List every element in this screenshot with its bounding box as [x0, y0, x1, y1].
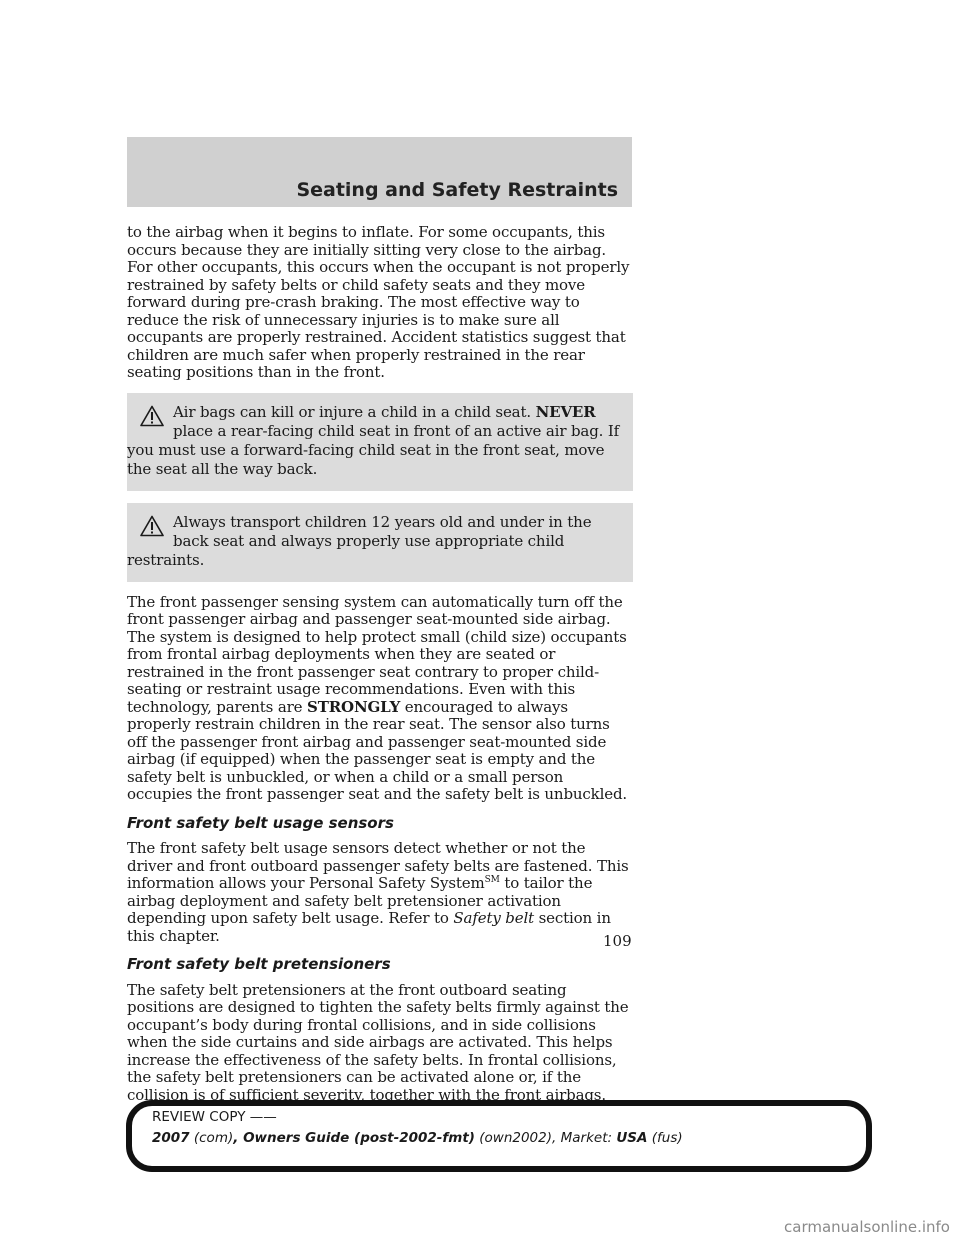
paragraph-text-middle: to tailor the airbag deployment and safety belt pretensioner activation depending upon safety belt usage. Refer to: [127, 874, 593, 927]
warning-triangle-icon: [127, 513, 173, 549]
section-title: Seating and Safety Restraints: [296, 179, 618, 201]
review-copy-label: REVIEW COPY ——: [152, 1109, 277, 1125]
metadata-code: (com): [189, 1130, 234, 1146]
page-number: 109: [603, 932, 632, 950]
warning-box-child-seat: [127, 393, 633, 491]
section-header-band: [127, 137, 632, 207]
emphasis-strongly: STRONGLY: [307, 697, 401, 716]
metadata-market: USA: [616, 1130, 648, 1146]
metadata-year: 2007: [152, 1130, 190, 1146]
heading-belt-usage-sensors: Front safety belt usage sensors: [127, 813, 394, 832]
warning-text: Always transport children 12 years old and under in the back seat and always properly use appropriate child restraints.: [127, 512, 592, 569]
metadata-guide: , Owners Guide (post-2002-fmt): [233, 1130, 475, 1146]
watermark-link[interactable]: carmanualsonline.info: [784, 1218, 950, 1236]
paragraph-passenger-sensing: [127, 594, 633, 804]
heading-belt-pretensioners: Front safety belt pretensioners: [127, 955, 391, 973]
paragraph-text-before: The front safety belt usage sensors detect whether or not the driver and front outboard passenger safety belts are fastened. This information allows your Personal Safety System: [127, 839, 629, 892]
warning-triangle-icon: [127, 403, 173, 439]
paragraph-belt-usage-sensors: [127, 840, 633, 945]
paragraph-text-before: The front passenger sensing system can automatically turn off the front passenger airbag and passenger seat-mounted side airbag. The system is designed to help protect small (child size) occupants from frontal airbag deployments when they are seated or restrained in the front passenger seat contrary to proper child-seating or restraint usage recommendations. Even with this technology, parents are: [127, 592, 627, 716]
paragraph-text-after: encouraged to always properly restrain children in the rear seat. The sensor also turns off the passenger front airbag and passenger seat-mounted side airbag (if equipped) when the passenger seat is empty and the safety belt is unbuckled, or when a child or a small person occupies the front passenger seat and the safety belt is unbuckled.: [127, 697, 628, 803]
warning-emphasis-never: NEVER: [535, 402, 596, 421]
warning-text-before: Air bags can kill or injure a child in a child seat.: [173, 402, 536, 421]
paragraph-intro: to the airbag when it begins to inflate. For some occupants, this occurs because they are initially sitting very close to the airbag. For other occupants, this occurs when the occupant is not properly restrained by safety belts or child safety seats and they move forward during pre-crash braking. The most effective way to reduce the risk of unnecessary injuries is to make sure all occupants are properly restrained. Accident statistics suggest that children are much safer when properly restrained in the rear seating positions than in the front.: [127, 223, 630, 381]
review-copy-box: [126, 1100, 872, 1172]
warning-text-after: place a rear-facing child seat in front of an active air bag. If you must use a forward-facing child seat in the front seat, move the seat all the way back.: [127, 421, 620, 478]
service-mark: SM: [484, 875, 500, 885]
cross-reference-safety-belt: Safety belt: [453, 909, 534, 927]
document-metadata-line: [152, 1130, 683, 1146]
paragraph-belt-pretensioners: The safety belt pretensioners at the front outboard seating positions are designed to tighten the safety belts firmly against the occupant’s body during frontal collisions, and in side collisions when the side curtains and side airbags are activated. This helps increase the effectiveness of the safety belts. In frontal collisions, the safety belt pretensioners can be activated alone or, if the collision is of sufficient severity, together with the front airbags.: [127, 980, 629, 1104]
warning-box-children-back-seat: [127, 503, 633, 582]
metadata-code: (fus): [647, 1130, 683, 1146]
page-content: [127, 224, 633, 1115]
metadata-code: (own2002): [474, 1130, 553, 1146]
metadata-market-label: , Market:: [552, 1130, 617, 1146]
paragraph-text-after: section in this chapter.: [127, 909, 611, 945]
